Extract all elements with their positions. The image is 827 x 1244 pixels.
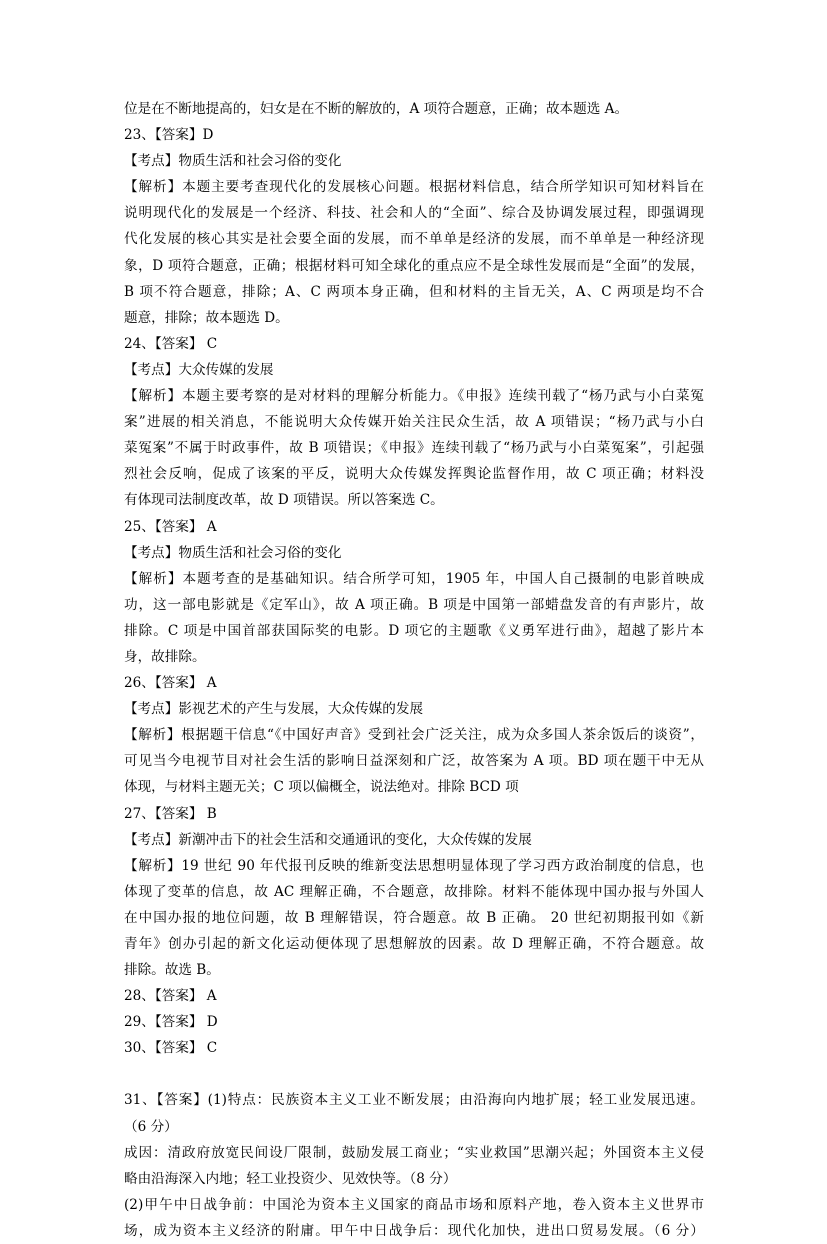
analysis-25: 【解析】本题考查的是基础知识。结合所学可知，1905 年，中国人自己摄制的电影首映成 [124,570,704,587]
topic-26: 【考点】影视艺术的产生与发展，大众传媒的发展 [124,701,424,718]
text-line: 位是在不断地提高的，妇女是在不断的解放的，A 项符合题意，正确；故本题选 A。 [124,101,629,117]
text-line: 说明现代化的发展是一个经济、科技、社会和人的“全面”、综合及协调发展过程，即强调现 [124,205,704,222]
text-line: (2)甲午中日战争前：中国沦为资本主义国家的商品市场和原料产地，卷入资本主义世界市 [124,1196,704,1213]
answer-28: 28、【答案】 A [124,988,217,1005]
document-page [124,96,704,1244]
text-line: 烈社会反响，促成了该案的平反，说明大众传媒发挥舆论监督作用，故 C 项正确；材料没 [124,466,704,483]
answer-23: 23、【答案】D [124,127,214,144]
text-line: 题意，排除；故本题选 D。 [124,309,289,326]
answer-30: 30、【答案】 C [124,1040,218,1057]
answer-27: 27、【答案】 B [124,805,217,822]
text-line: 象，D 项符合题意，正确；根据材料可知全球化的重点应不是全球性发展而是“全面”的发展， [124,257,704,274]
answer-31: 31、【答案】(1)特点：民族资本主义工业不断发展；由沿海向内地扩展；轻工业发展迅速。 [124,1092,704,1109]
answer-29: 29、【答案】 D [124,1014,218,1031]
paragraph-gap [124,1061,704,1087]
answer-26: 26、【答案】 A [124,675,217,692]
text-line: 场，成为资本主义经济的附庸。甲午中日战争后：现代化加快，进出口贸易发展。（6 分） [124,1222,704,1239]
text-line: 菜冤案”不属于时政事件，故 B 项错误；《申报》连续刊载了“杨乃武与小白菜冤案”，引起强 [124,440,704,457]
analysis-23: 【解析】本题主要考查现代化的发展核心问题。根据材料信息，结合所学知识可知材料旨在 [124,179,704,196]
answer-24: 24、【答案】 C [124,335,218,352]
topic-25: 【考点】物质生活和社会习俗的变化 [124,544,342,561]
analysis-24: 【解析】本题主要考察的是对材料的理解分析能力。《申报》连续刊载了“杨乃武与小白菜冤 [124,388,704,405]
text-line: 略由沿海深入内地；轻工业投资少、见效快等。（8 分） [124,1170,457,1187]
analysis-27: 【解析】19 世纪 90 年代报刊反映的维新变法思想明显体现了学习西方政治制度的信息，也 [124,857,704,874]
text-line: 功，这一部电影就是《定军山》，故 A 项正确。B 项是中国第一部蜡盘发音的有声影片，故 [124,596,704,613]
answer-25: 25、【答案】 A [124,518,217,535]
text-line: 排除。C 项是中国首部获国际奖的电影。D 项它的主题歌《义勇军进行曲》，超越了影片本 [124,622,704,639]
text-line: 案”进展的相关消息，不能说明大众传媒开始关注民众生活，故 A 项错误；“杨乃武与小白 [124,414,704,431]
text-line: 身，故排除。 [124,648,206,665]
text-line: 排除。故选 B。 [124,962,220,979]
text-line: 体现了变革的信息，故 AC 理解正确，不合题意，故排除。材料不能体现中国办报与外国人 [124,883,704,900]
text-line: 在中国办报的地位问题，故 B 理解错误，符合题意。故 B 正确。 20 世纪初期报刊如《新 [124,909,704,926]
text-line: 代化发展的核心其实是社会要全面的发展，而不单单是经济的发展，而不单单是一种经济现 [124,231,704,248]
topic-24: 【考点】大众传媒的发展 [124,361,274,378]
text-line: 体现，与材料主题无关；C 项以偏概全，说法绝对。排除 BCD 项 [124,779,519,796]
text-line: 可见当今电视节目对社会生活的影响日益深刻和广泛，故答案为 A 项。BD 项在题干中无从 [124,753,704,770]
analysis-26: 【解析】根据题干信息“《中国好声音》受到社会广泛关注，成为众多国人茶余饭后的谈资”， [124,727,704,744]
text-line: 成因：清政府放宽民间设厂限制，鼓励发展工商业；“实业救国”思潮兴起；外国资本主义侵 [124,1144,704,1161]
text-line: （6 分） [124,1118,178,1135]
topic-27: 【考点】新潮冲击下的社会生活和交通通讯的变化，大众传媒的发展 [124,831,532,848]
topic-23: 【考点】物质生活和社会习俗的变化 [124,153,342,170]
text-line: 青年》创办引起的新文化运动便体现了思想解放的因素。故 D 理解正确，不符合题意。故 [124,936,704,952]
text-line: 有体现司法制度改革，故 D 项错误。所以答案选 C。 [124,492,444,509]
text-line: B 项不符合题意，排除；A、C 两项本身正确，但和材料的主旨无关，A、C 两项是均不合 [124,283,704,300]
